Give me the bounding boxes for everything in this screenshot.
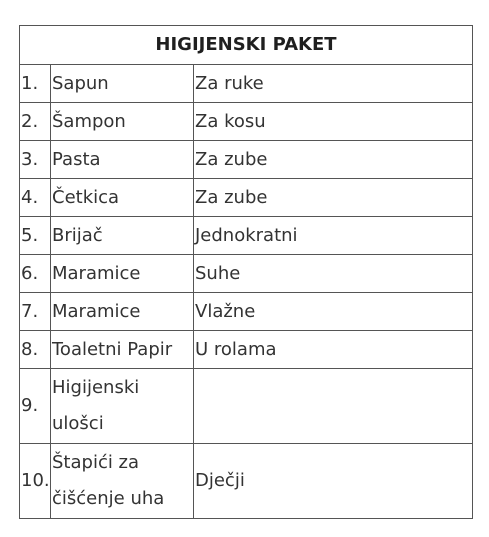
item-note: Za kosu [194, 103, 473, 141]
row-number: 9. [20, 369, 51, 444]
table-row [20, 444, 473, 519]
table-row [20, 141, 473, 179]
item-name: Pasta [51, 141, 194, 179]
item-note: Vlažne [194, 293, 473, 331]
table-row [20, 293, 473, 331]
item-note: Suhe [194, 255, 473, 293]
item-name: Brijač [51, 217, 194, 255]
item-note: U rolama [194, 331, 473, 369]
row-number: 4. [20, 179, 51, 217]
row-number: 3. [20, 141, 51, 179]
item-note: Jednokratni [194, 217, 473, 255]
item-note: Za zube [194, 141, 473, 179]
row-number: 7. [20, 293, 51, 331]
row-number: 10. [20, 444, 51, 519]
item-note: Za ruke [194, 65, 473, 103]
table-row [20, 65, 473, 103]
item-name: Sapun [51, 65, 194, 103]
table-row [20, 179, 473, 217]
item-name: Maramice [51, 293, 194, 331]
item-name: Šampon [51, 103, 194, 141]
table-row [20, 331, 473, 369]
row-number: 1. [20, 65, 51, 103]
row-number: 8. [20, 331, 51, 369]
table-row [20, 217, 473, 255]
item-name: Četkica [51, 179, 194, 217]
table-row [20, 255, 473, 293]
row-number: 2. [20, 103, 51, 141]
item-name: Maramice [51, 255, 194, 293]
table-header-row [20, 26, 473, 65]
item-name: Štapići za čišćenje uha [51, 444, 194, 519]
hygiene-kit-table [19, 25, 473, 519]
row-number: 6. [20, 255, 51, 293]
item-name: Higijenski ulošci [51, 369, 194, 444]
item-name: Toaletni Papir [51, 331, 194, 369]
row-number: 5. [20, 217, 51, 255]
item-note: Za zube [194, 179, 473, 217]
item-note [194, 369, 473, 444]
item-note: Dječji [194, 444, 473, 519]
table-row [20, 369, 473, 444]
table-title: HIGIJENSKI PAKET [20, 26, 473, 65]
table-row [20, 103, 473, 141]
